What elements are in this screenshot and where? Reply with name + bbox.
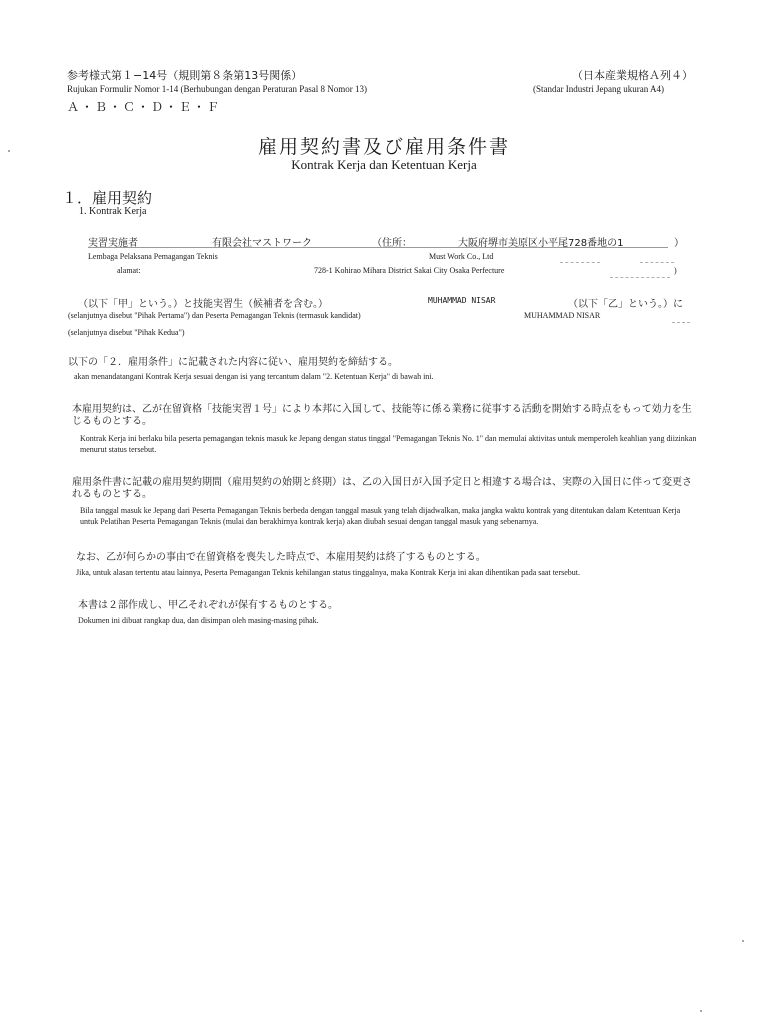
paragraph-3-jp: 雇用条件書に記載の雇用契約期間（雇用契約の始期と終期）は、乙の入国日が入国予定日と相違する場合は、実際の入国日に伴って変更されるものとする。 [72, 477, 692, 500]
address-close-paren-en: ) [674, 266, 677, 275]
form-reference-id: Rujukan Formulir Nomor 1-14 (Berhubungan dengan Peraturan Pasal 8 Nomor 13) [67, 84, 367, 94]
company-name-en: Must Work Co., Ltd [429, 252, 494, 261]
org-label-id: Lembaga Pelaksana Pemagangan Teknis [88, 252, 218, 261]
paragraph-1-id: akan menandatangani Kontrak Kerja sesuai dengan isi yang tercantum dalam "2. Ketentuan Kerja" di bawah ini. [74, 372, 434, 381]
address-close-paren-jp: ） [674, 238, 684, 249]
variant-letters: Ａ・Ｂ・Ｃ・Ｄ・Ｅ・Ｆ [67, 100, 222, 114]
paragraph-4-jp: なお、乙が何らかの事由で在留資格を喪失した時点で、本雇用契約は終了するものとする。 [76, 552, 486, 563]
address-en: 728-1 Kohirao Mihara District Sakai City Osaka Perfecture [314, 266, 505, 275]
address-label-jp: （住所： [372, 238, 412, 249]
paragraph-5-jp: 本書は２部作成し、甲乙それぞれが保有するものとする。 [78, 600, 338, 611]
dash-mark [560, 262, 600, 263]
scan-speck [700, 1010, 702, 1012]
scan-speck [742, 940, 744, 942]
org-label-jp: 実習実施者 [88, 238, 138, 249]
second-party-id: (selanjutnya disebut "Pihak Kedua") [68, 328, 185, 337]
dash-mark [610, 277, 670, 278]
form-reference-jp: 参考様式第１−14号（規則第８条第13号関係） [67, 69, 303, 82]
address-jp: 大阪府堺市美原区小平尾728番地の1 [458, 238, 624, 249]
paragraph-2-jp: 本雇用契約は、乙が在留資格「技能実習１号」により本邦に入国して、技能等に係る業務に従事する活動を開始する時点をもって効力を生じるものとする。 [72, 404, 692, 427]
company-name-jp: 有限会社マストワーク [212, 238, 312, 249]
trainee-name: MUHAMMAD NISAR [428, 296, 496, 305]
paragraph-5-id: Dokumen ini dibuat rangkap dua, dan disimpan oleh masing-masing pihak. [78, 616, 319, 625]
dash-mark [640, 262, 674, 263]
section-heading-id: 1. Kontrak Kerja [79, 206, 147, 217]
section-heading-jp: １．雇用契約 [62, 189, 153, 207]
scan-speck [8, 150, 10, 152]
standard-size-id: (Standar Industri Jepang ukuran A4) [533, 84, 664, 94]
standard-size-jp: （日本産業規格Ａ列４） [572, 69, 693, 82]
document-title-jp: 雇用契約書及び雇用条件書 [257, 136, 510, 158]
paragraph-2-id: Kontrak Kerja ini berlaku bila peserta pemagangan teknis masuk ke Jepang dengan status tinggal "Pemagangan Teknis No. 1" dan memulai aktivitas untuk memperoleh keahlian yang diizinkan menurut status tersebut. [80, 434, 697, 454]
document-title-id: Kontrak Kerja dan Ketentuan Kerja [291, 157, 477, 172]
party-suffix-jp: （以下「乙」という。）に [568, 299, 683, 310]
paragraph-4-id: Jika, untuk alasan tertentu atau lainnya, Peserta Pemagangan Teknis kehilangan status tinggalnya, maka Kontrak Kerja ini akan dihentikan pada saat tersebut. [76, 568, 581, 577]
paragraph-3-id: Bila tanggal masuk ke Jepang dari Peserta Pemagangan Teknis berbeda dengan tanggal masuk yang telah dijadwalkan, maka jangka waktu kontrak yang ditentukan dalam Ketentuan Kerja untuk Pelatihan Peserta Pemagangan Teknis (mulai dan berakhirnya kontrak kerja) akan diubah sesuai dengan tanggal masuk yang sebenarnya. [80, 506, 681, 526]
trainee-name-id: MUHAMMAD NISAR [524, 311, 601, 320]
party-intro-jp: （以下「甲」という。）と技能実習生（候補者を含む。） [78, 299, 328, 310]
paragraph-1-jp: 以下の「２．雇用条件」に記載された内容に従い、雇用契約を締結する。 [68, 357, 398, 368]
address-label-id: alamat: [117, 266, 141, 275]
underline-rule [88, 247, 668, 248]
first-party-id: (selanjutnya disebut "Pihak Pertama") dan Peserta Pemagangan Teknis (termasuk kandidat) [68, 311, 361, 320]
dash-mark [672, 322, 690, 323]
